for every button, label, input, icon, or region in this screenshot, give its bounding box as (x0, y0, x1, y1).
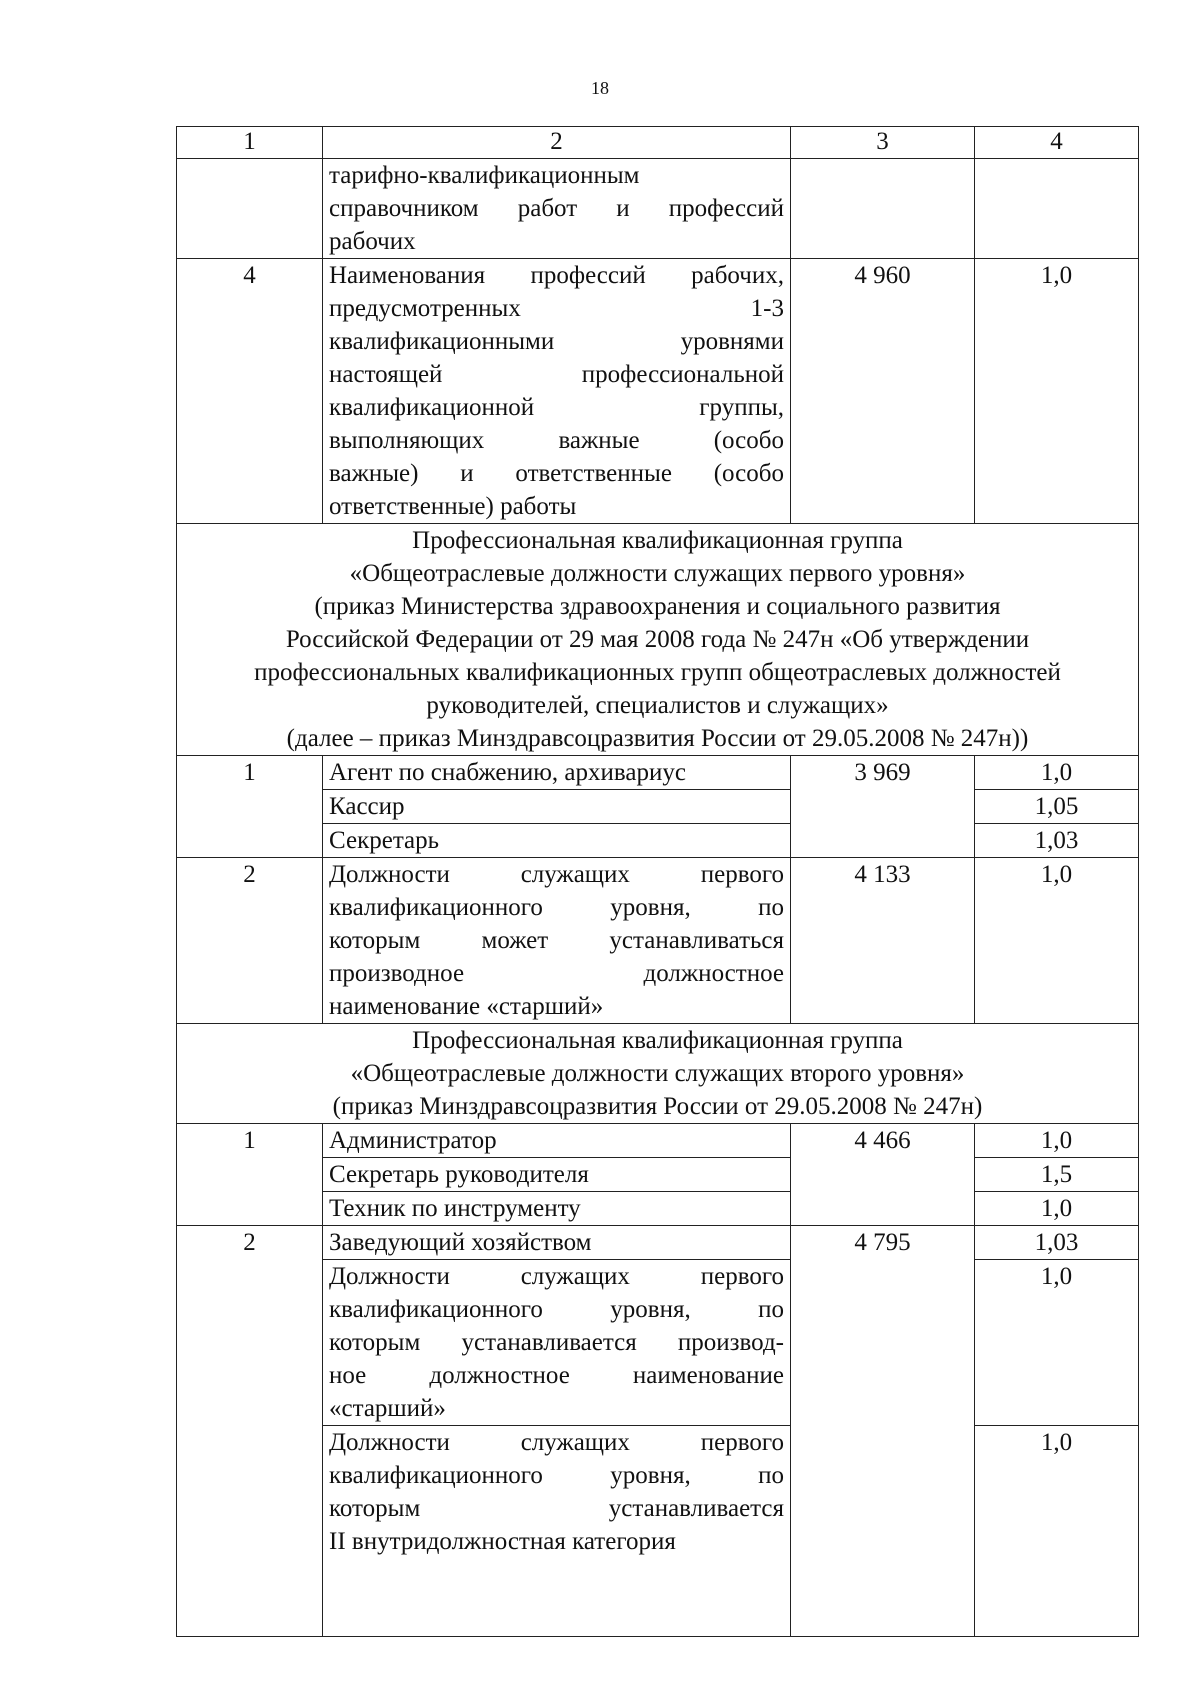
table-row (177, 1226, 1139, 1260)
group-heading-row (177, 1024, 1139, 1124)
group-heading-line: руководителей, специалистов и служащих» (426, 692, 889, 719)
salary-cell: 4 133 (791, 858, 975, 1024)
coef-cell: 1,0 (975, 1426, 1139, 1637)
table-row-continuation (177, 159, 1139, 259)
group-heading-line: (далее – приказ Минздравсоцразвития России от 29.05.2008 № 247н)) (286, 725, 1029, 752)
salary-cell: 4 795 (791, 1226, 975, 1637)
coef-cell: 1,0 (975, 259, 1139, 524)
position-cell (323, 1426, 791, 1637)
coef-cell (975, 159, 1139, 259)
position-cell (323, 159, 791, 259)
coef-cell: 1,0 (975, 1260, 1139, 1426)
text-line: квалификационного уровня, по (329, 894, 784, 921)
table-row (177, 858, 1139, 1024)
text-line: предусмотренных 1-3 (329, 295, 784, 322)
level-cell: 2 (177, 858, 323, 1024)
blank-space (329, 1558, 784, 1636)
group-heading (177, 524, 1139, 756)
position-cell: Заведующий хозяйством (323, 1226, 791, 1260)
text-line: квалификационного уровня, по (329, 1462, 784, 1489)
text-line: наименование «старший» (329, 993, 604, 1020)
coef-cell: 1,0 (975, 858, 1139, 1024)
text-line: которым устанавливается производ- (329, 1329, 784, 1356)
salary-cell (791, 159, 975, 259)
table-row (177, 1124, 1139, 1158)
group-heading (177, 1024, 1139, 1124)
group-heading-row (177, 524, 1139, 756)
col-header-1: 1 (177, 127, 323, 159)
level-cell: 1 (177, 756, 323, 858)
group-heading-line: Профессиональная квалификационная группа (412, 527, 903, 554)
col-header-2: 2 (323, 127, 791, 159)
text-line: «старший» (329, 1395, 446, 1422)
position-cell (323, 1260, 791, 1426)
position-cell: Агент по снабжению, архивариус (323, 756, 791, 790)
table-row (177, 756, 1139, 790)
position-cell (323, 858, 791, 1024)
position-cell: Секретарь (323, 824, 791, 858)
coef-cell: 1,5 (975, 1158, 1139, 1192)
text-line: настоящей профессиональной (329, 361, 784, 388)
text-line: Наименования профессий рабочих, (329, 262, 784, 289)
coef-cell: 1,03 (975, 824, 1139, 858)
group-heading-line: Российской Федерации от 29 мая 2008 года № 247н «Об утверждении (285, 626, 1030, 653)
col-header-3: 3 (791, 127, 975, 159)
group-heading-line: «Общеотраслевые должности служащих второго уровня» (350, 1060, 965, 1087)
group-heading-line: «Общеотраслевые должности служащих первого уровня» (349, 560, 966, 587)
text-line: производное должностное (329, 960, 784, 987)
text-line: квалификационного уровня, по (329, 1296, 784, 1323)
page-number: 18 (591, 78, 609, 98)
table-row-level-4 (177, 259, 1139, 524)
salary-cell: 4 960 (791, 259, 975, 524)
coef-cell: 1,05 (975, 790, 1139, 824)
text-line: выполняющих важные (особо (329, 427, 784, 454)
coef-cell: 1,0 (975, 1124, 1139, 1158)
text-line: ответственные) работы (329, 493, 577, 520)
group-heading-line: (приказ Министерства здравоохранения и социального развития (314, 593, 1001, 620)
text-line: тарифно-квалификационным (329, 162, 640, 189)
salary-cell: 4 466 (791, 1124, 975, 1226)
text-line: квалификационной группы, (329, 394, 784, 421)
level-cell: 1 (177, 1124, 323, 1226)
text-line: Должности служащих первого (329, 1429, 784, 1456)
coef-cell: 1,0 (975, 1192, 1139, 1226)
group-heading-line: (приказ Минздравсоцразвития России от 29.05.2008 № 247н) (332, 1093, 983, 1120)
text-line: которым может устанавливаться (329, 927, 784, 954)
text-line: важные) и ответственные (особо (329, 460, 784, 487)
coef-cell: 1,03 (975, 1226, 1139, 1260)
group-heading-line: Профессиональная квалификационная группа (412, 1027, 903, 1054)
text-line: Должности служащих первого (329, 1263, 784, 1290)
position-cell: Техник по инструменту (323, 1192, 791, 1226)
text-line: которым устанавливается (329, 1495, 784, 1522)
text-line: квалификационными уровнями (329, 328, 784, 355)
text-line: Должности служащих первого (329, 861, 784, 888)
level-cell: 4 (177, 259, 323, 524)
salary-table (176, 126, 1139, 1637)
level-cell: 2 (177, 1226, 323, 1637)
table-header-row (177, 127, 1139, 159)
group-heading-line: профессиональных квалификационных групп общеотраслевых должностей (254, 659, 1061, 686)
position-cell: Администратор (323, 1124, 791, 1158)
position-cell: Кассир (323, 790, 791, 824)
position-cell (323, 259, 791, 524)
position-cell: Секретарь руководителя (323, 1158, 791, 1192)
text-line: II внутридолжностная категория (329, 1528, 676, 1555)
col-header-4: 4 (975, 127, 1139, 159)
text-line: рабочих (329, 228, 416, 255)
level-cell (177, 159, 323, 259)
text-line: справочником работ и профессий (329, 195, 784, 222)
salary-cell: 3 969 (791, 756, 975, 858)
text-line: ное должностное наименование (329, 1362, 784, 1389)
coef-cell: 1,0 (975, 756, 1139, 790)
